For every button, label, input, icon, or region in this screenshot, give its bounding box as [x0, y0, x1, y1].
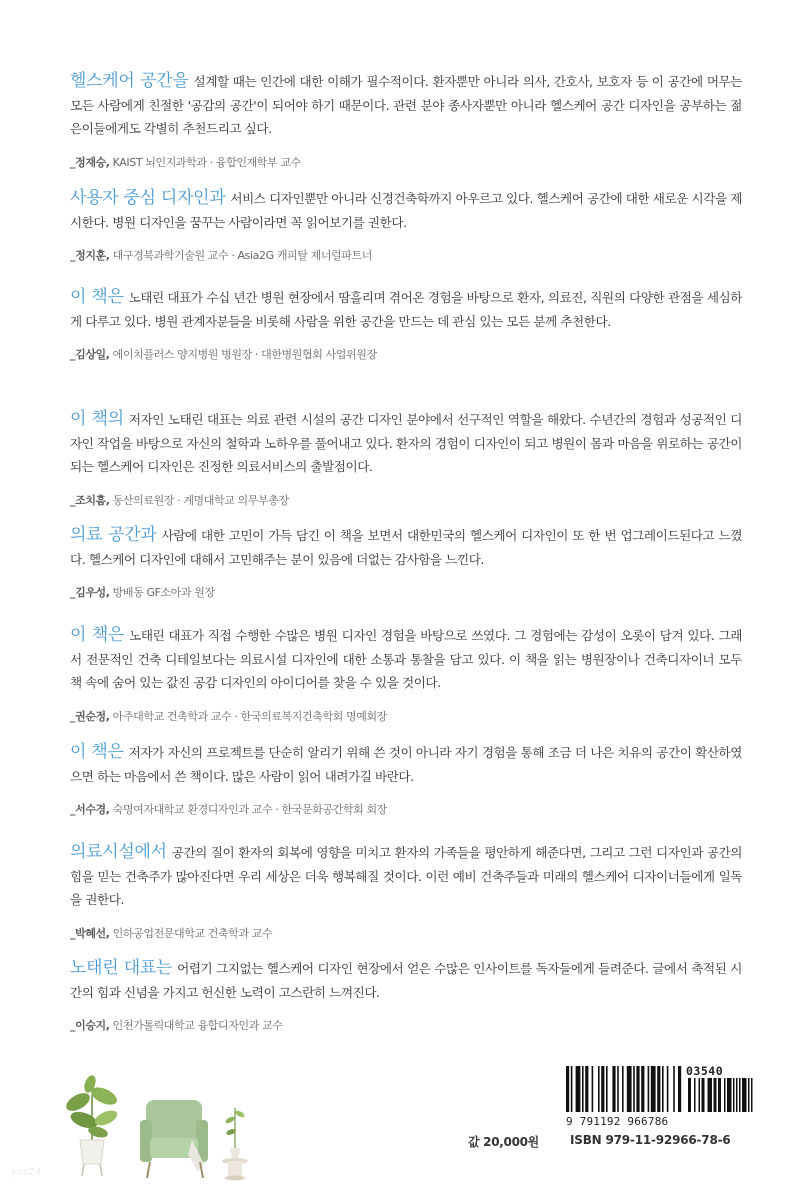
armchair-icon: [140, 1100, 208, 1178]
review-text: [70, 624, 742, 695]
author-affiliation: 에이치플러스 양지병원 병원장 · 대한병원협회 사업위원장: [112, 348, 377, 361]
barcode-bar: [592, 1066, 594, 1112]
review-text: [70, 957, 742, 1004]
barcode-bar: [662, 1066, 664, 1112]
barcode-bar: [633, 1066, 635, 1112]
author-name: _조치흠,: [70, 493, 110, 507]
vase-table-icon: [222, 1108, 248, 1181]
barcode-bar: [636, 1066, 639, 1112]
barcode-addon-bar: [724, 1078, 726, 1112]
author-affiliation: 인천가톨릭대학교 융합디자인과 교수: [112, 1019, 283, 1032]
author-affiliation: 인하공업전문대학교 건축학과 교수: [112, 926, 273, 940]
review-body: 설계할 때는 인간에 대한 이해가 필수적이다. 환자뿐만 아니라 의사, 간호사, 보호자 등 이 공간에 머무는 모든 사람에게 친절한 '공감의 공간'이 되어야 하기 때문이다. 관련 분야 종사자뿐만 아니라 헬스케어 공간 디자인을 공부하는 젊은이들에게도 각별히 추천드리고 싶다.: [70, 74, 742, 136]
barcode-bar: [673, 1066, 675, 1112]
barcode-bar: [582, 1066, 584, 1112]
author-affiliation: 방배동 GF소아과 원장: [112, 586, 215, 599]
review-body: 어렵기 그지없는 헬스케어 디자인 현장에서 얻은 수많은 인사이트를 독자들에게 들려준다. 글에서 축적된 시간의 힘과 신념을 가지고 헌신한 노력이 고스란히 느껴진다.: [70, 961, 742, 1000]
barcode-bar: [598, 1066, 600, 1112]
barcode-addon-bar: [699, 1078, 701, 1112]
barcode-bar: [622, 1066, 624, 1112]
author-name: _서수경,: [70, 803, 110, 816]
review-4: [70, 408, 742, 508]
review-author: [70, 154, 742, 170]
review-text: [70, 286, 742, 333]
barcode-bar: [657, 1066, 660, 1112]
review-author: [70, 346, 742, 362]
barcode-addon-bar: [727, 1078, 732, 1112]
armchair-plant-illustration: [60, 1060, 260, 1190]
author-name: _김상일,: [70, 348, 110, 361]
review-lead: 노태린 대표는: [70, 958, 173, 978]
barcode-addon-bar: [742, 1078, 747, 1112]
review-lead: 이 책은: [70, 742, 124, 762]
barcode-addon-bar: [739, 1078, 741, 1112]
review-author: [70, 708, 742, 724]
review-body: 노태린 대표가 직접 수행한 수많은 병원 디자인 경험을 바탕으로 쓰였다. 그 경험에는 감성이 오롯이 담겨 있다. 그래서 전문적인 건축 디테일보다는 의료시설 디자인에 대한 소통과 통찰을 담고 있다. 이 책을 읽는 병원장이나 건축디자이너 모두 책 속에 숨어 있는 값진 공감 디자인의 아이디어를 찾을 수 있을 것이다.: [70, 628, 742, 690]
barcode-bar: [627, 1066, 632, 1112]
barcode-bar: [617, 1066, 619, 1112]
review-5: [70, 524, 742, 600]
review-body: 공간의 질이 환자의 회복에 영향을 미치고 환자의 가족들을 평안하게 해준다면, 그리고 그런 디자인과 공간의 힘을 믿는 건축주가 많아진다면 우리 세상은 더욱 행복해질 것이다. 이런 예비 건축주들과 미래의 헬스케어 디자이너들에게 일독을 권한다.: [70, 845, 742, 907]
barcode-bar: [678, 1066, 681, 1112]
review-author: [70, 584, 742, 600]
barcode-bar: [648, 1066, 650, 1112]
barcode-bar: [641, 1066, 644, 1112]
author-name: _정재승,: [70, 155, 110, 169]
review-author: [70, 1017, 742, 1033]
review-author: [70, 492, 742, 508]
review-author: [70, 925, 742, 941]
barcode-bar: [601, 1066, 604, 1112]
review-lead: 이 책은: [70, 625, 125, 645]
isbn-label: ISBN 979-11-92966-78-6: [570, 1133, 731, 1147]
author-affiliation: 동산의료원장 · 계명대학교 의무부총장: [112, 493, 289, 507]
potted-plant-icon: [63, 1074, 119, 1176]
author-affiliation: KAIST 뇌인지과학과 · 융합인재학부 교수: [112, 155, 301, 169]
author-affiliation: 대구경북과학기술원 교수 · Asia2G 캐피탈 제너럴파트너: [112, 249, 372, 262]
barcode-addon-bar: [708, 1078, 713, 1112]
review-2: [70, 187, 742, 263]
review-9: [70, 957, 742, 1033]
review-lead: 이 책의: [70, 409, 124, 429]
review-author: [70, 801, 742, 817]
review-text: [70, 70, 742, 141]
review-body: 저자인 노태린 대표는 의료 관련 시설의 공간 디자인 분야에서 선구적인 역할을 해왔다. 수년간의 경험과 성공적인 디자인 작업을 바탕으로 자신의 철학과 노하우를 풀어내고 있다. 환자의 경험이 디자인이 되고 병원이 몸과 마음을 위로하는 공간이 되는 헬스케어 디자인은 진정한 의료서비스의 출발점이다.: [70, 412, 742, 474]
review-lead: 의료시설에서: [70, 842, 167, 862]
review-text: [70, 741, 742, 788]
review-text: [70, 524, 742, 571]
author-name: _이승지,: [70, 1019, 110, 1032]
review-1: [70, 70, 742, 170]
barcode-addon-bar: [714, 1078, 717, 1112]
barcode-bar: [667, 1066, 669, 1112]
author-name: _권순정,: [70, 709, 110, 723]
review-lead: 의료 공간과: [70, 525, 157, 545]
review-6: [70, 624, 742, 724]
barcode-bar: [576, 1066, 581, 1112]
review-text: [70, 841, 742, 912]
review-text: [70, 408, 742, 479]
furniture-illustration: [60, 1060, 260, 1190]
barcode-addon-bar: [751, 1078, 753, 1112]
author-affiliation: 아주대학교 건축학과 교수 · 한국의료복지건축학회 명예회장: [112, 709, 387, 723]
review-3: [70, 286, 742, 362]
review-body: 저자가 자신의 프로젝트를 단순히 알리기 위해 쓴 것이 아니라 자기 경험을 통해 조금 더 나은 치유의 공간이 확산하였으면 하는 마음에서 쓴 책이다. 많은 사람이 읽어 내려가길 바란다.: [70, 745, 742, 784]
barcode-bar: [606, 1066, 608, 1112]
review-author: [70, 247, 742, 263]
review-8: [70, 841, 742, 941]
review-lead: 헬스케어 공간을: [70, 71, 189, 91]
barcode-addon-number: 03540: [686, 1064, 724, 1078]
watermark-logo: yes24: [11, 1167, 42, 1178]
author-name: _김우성,: [70, 586, 110, 599]
barcode-addon-bar: [733, 1078, 735, 1112]
barcode-number: 9 791192 966786: [566, 1115, 669, 1128]
review-text: [70, 187, 742, 234]
review-body: 사람에 대한 고민이 가득 담긴 이 책을 보면서 대한민국의 헬스케어 디자인이 또 한 번 업그레이드된다고 느꼈다. 헬스케어 디자인에 대해서 고민해주는 분이 있음에 더없는 감사함을 느낀다.: [70, 528, 742, 567]
author-name: _정지훈,: [70, 249, 110, 262]
review-body: 서비스 디자인뿐만 아니라 신경건축학까지 아우르고 있다. 헬스케어 공간에 대한 새로운 시각을 제시한다. 병원 디자인을 꿈꾸는 사람이라면 꼭 읽어보기를 권한다.: [70, 191, 742, 230]
barcode-addon-bar: [736, 1078, 738, 1112]
barcode-bar: [612, 1066, 615, 1112]
author-name: _박혜선,: [70, 926, 110, 940]
barcode-addon-bar: [688, 1078, 691, 1112]
barcode-addon-bar: [702, 1078, 705, 1112]
barcode-bar: [571, 1066, 573, 1112]
barcode-bars: [566, 1066, 766, 1116]
barcode-bar: [566, 1066, 569, 1112]
barcode-bar: [651, 1066, 656, 1112]
price-label: 값 20,000원: [468, 1135, 539, 1149]
review-body: 노태린 대표가 수십 년간 병원 현장에서 땀흘리며 겪어온 경험을 바탕으로 환자, 의료진, 직원의 다양한 관점을 세심하게 다루고 있다. 병원 관계자분들을 비롯해 사람을 위한 공간을 만드는 데 관심 있는 모든 분께 추천한다.: [70, 290, 742, 329]
barcode-addon-bar: [718, 1078, 721, 1112]
author-affiliation: 숙명여자대학교 환경디자인과 교수 · 한국문화공간학회 회장: [112, 803, 387, 816]
review-lead: 사용자 중심 디자인과: [70, 188, 226, 208]
review-lead: 이 책은: [70, 287, 124, 307]
barcode-bar: [585, 1066, 588, 1112]
barcode-addon-bar: [748, 1078, 750, 1112]
barcode-addon-bar: [694, 1078, 696, 1112]
review-7: [70, 741, 742, 817]
